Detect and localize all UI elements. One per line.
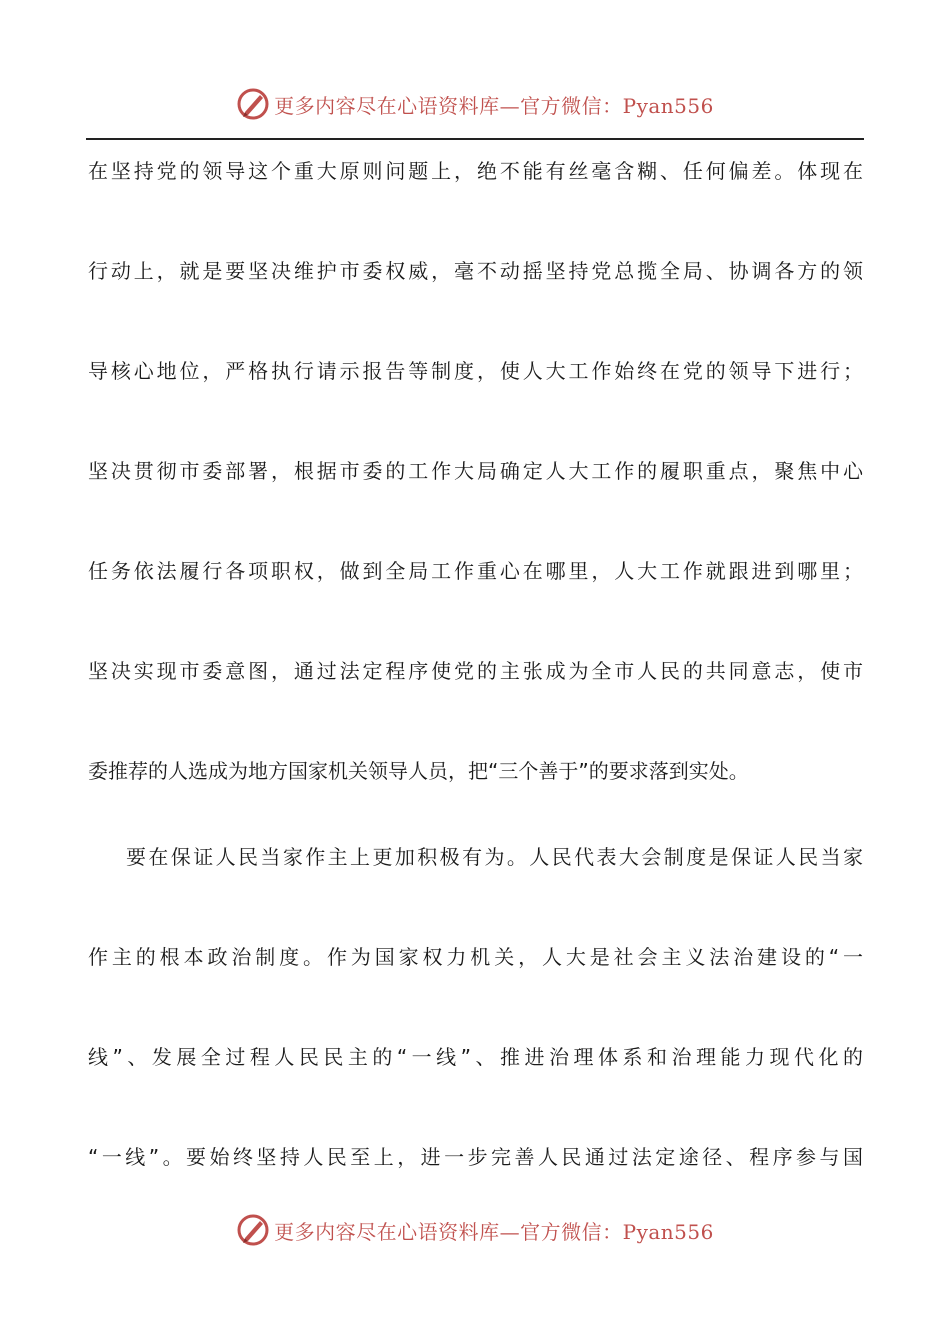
- text-line: 行动上，就是要坚决维护市委权威，毫不动摇坚持党总揽全局、协调各方的领: [88, 259, 863, 283]
- text-line: 导核心地位，严格执行请示报告等制度，使人大工作始终在党的领导下进行；: [88, 359, 863, 383]
- text-line: 在坚持党的领导这个重大原则问题上，绝不能有丝毫含糊、任何偏差。体现在: [88, 159, 863, 183]
- text-line: 委推荐的人选成为地方国家机关领导人员，把“三个善于”的要求落到实处。: [88, 759, 749, 783]
- header-banner: [0, 84, 950, 124]
- text-line: 坚决贯彻市委部署，根据市委的工作大局确定人大工作的履职重点，聚焦中心: [88, 459, 863, 483]
- pen-circle-logo-icon: [236, 87, 270, 121]
- header-rule: [86, 138, 864, 140]
- pen-circle-logo-icon: [236, 1213, 270, 1247]
- text-line: “一线”。要始终坚持人民至上，进一步完善人民通过法定途径、程序参与国: [88, 1145, 863, 1169]
- text-line: 作主的根本政治制度。作为国家权力机关，人大是社会主义法治建设的“一: [88, 945, 863, 969]
- text-line: 任务依法履行各项职权，做到全局工作重心在哪里，人大工作就跟进到哪里；: [88, 559, 863, 583]
- document-body: [88, 146, 863, 1232]
- text-line: 坚决实现市委意图，通过法定程序使党的主张成为全市人民的共同意志，使市: [88, 659, 863, 683]
- footer-banner: [0, 1210, 950, 1250]
- text-line: 线”、发展全过程人民民主的“一线”、推进治理体系和治理能力现代化的: [88, 1045, 863, 1069]
- paragraph-first-line: 要在保证人民当家作主上更加积极有为。人民代表大会制度是保证人民当家: [126, 845, 863, 869]
- footer-banner-text: 更多内容尽在心语资料库—官方微信：Pyan556: [274, 1219, 714, 1244]
- header-banner-text: 更多内容尽在心语资料库—官方微信：Pyan556: [274, 93, 714, 118]
